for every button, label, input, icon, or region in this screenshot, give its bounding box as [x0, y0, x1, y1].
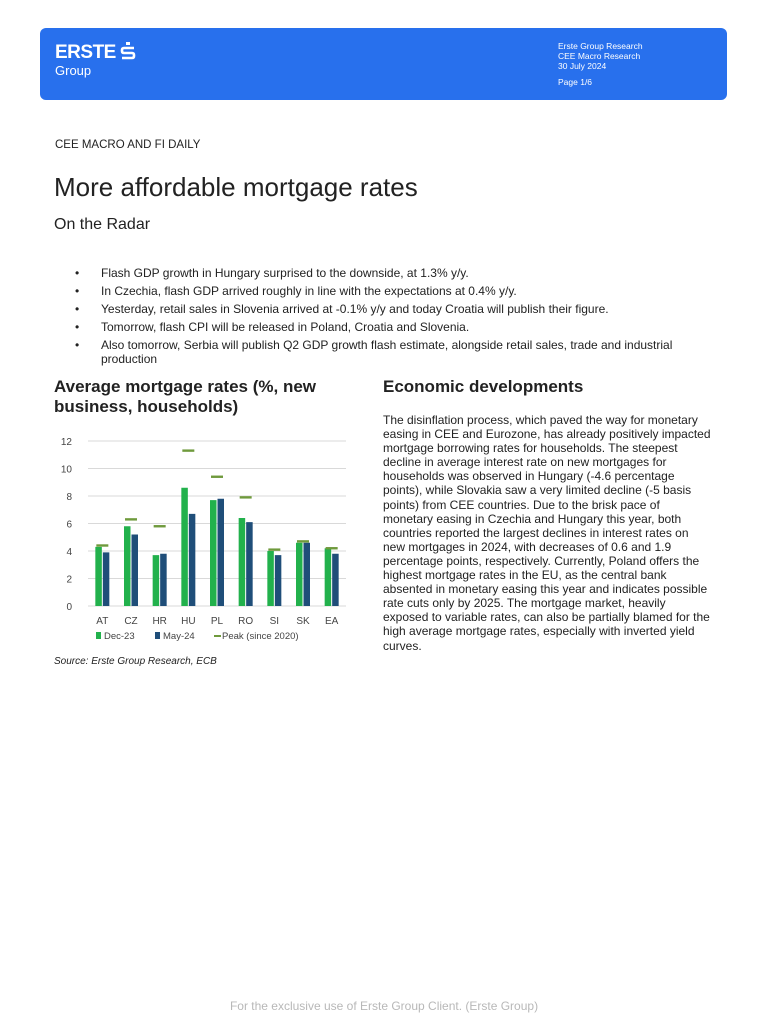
chart-svg: [54, 428, 352, 653]
header-org: Erste Group Research: [558, 41, 643, 51]
y-tick-label: 2: [66, 574, 72, 586]
bar-may-24: [189, 514, 196, 606]
bar-may-24: [218, 499, 225, 606]
chart-title: Average mortgage rates (%, new business, households): [54, 377, 317, 416]
report-kicker: CEE MACRO AND FI DAILY: [55, 139, 201, 151]
chart-source: Source: Erste Group Research, ECB: [54, 656, 217, 667]
bullet-item: • Also tomorrow, Serbia will publish Q2 GDP growth flash estimate, alongside retail sales, trade and industrial production: [75, 338, 675, 366]
x-tick-label: SI: [269, 616, 280, 627]
peak-marker: [268, 548, 280, 550]
bar-dec-23: [124, 526, 131, 606]
x-tick-label: SK: [296, 616, 310, 627]
legend-swatch: [214, 635, 221, 637]
legend-label: May-24: [163, 631, 195, 642]
bar-dec-23: [239, 518, 246, 606]
y-tick-label: 12: [60, 437, 72, 448]
brand-name: ERSTE: [55, 41, 116, 63]
footer-note: For the exclusive use of Erste Group Client. (Erste Group): [229, 999, 539, 1013]
x-tick-label: HU: [181, 616, 196, 627]
bar-may-24: [160, 554, 167, 606]
peak-marker: [182, 449, 194, 451]
section-body: The disinflation process, which paved the way for monetary easing in CEE and Eurozone, has already positively impacted mortgage borrowing rates for households. The steepest decline in average interest rate on new mortgages for households was observed in Hungary (-4.6 percentage points), while Slovakia saw a very limited decline (-5 basis points) from CEE countries. Due to the brisk pace of monetary easing in Czechia and Hungary this year, both countries reported the largest declines in interest rates on new mortgages in 2024, with decreases of 0.6 and 1.9 percentage points, respectively. Currently, Poland offers the highest mortgage rates in the EU, as the central bank absented in monetary easing this year and indicates possible rate cuts only by 2025. The mortgage market, heavily exposed to variable rates, can also be partially blamed for the high average mortgage rates, especially with inverted yield curves.: [383, 413, 711, 653]
header-info: [558, 41, 643, 87]
bar-may-24: [275, 555, 282, 606]
bullet-item: • Yesterday, retail sales in Slovenia arrived at -0.1% y/y and today Croatia will publish their figure.: [75, 302, 675, 316]
bar-dec-23: [210, 500, 217, 606]
x-tick-label: CZ: [124, 616, 138, 627]
section-title: Economic developments: [383, 377, 584, 396]
page-subtitle: On the Radar: [54, 216, 151, 233]
radar-bullet-list: [75, 266, 675, 370]
bullet-item: • Tomorrow, flash CPI will be released in Poland, Croatia and Slovenia.: [75, 320, 675, 334]
x-tick-label: HR: [152, 616, 167, 627]
bar-may-24: [246, 522, 253, 606]
header-dept: CEE Macro Research: [558, 51, 641, 61]
report-header: [40, 28, 727, 100]
peak-marker: [96, 544, 108, 546]
page-number: Page 1/6: [558, 77, 593, 87]
peak-marker: [240, 496, 252, 498]
bar-dec-23: [95, 547, 102, 606]
bullet-item: • In Czechia, flash GDP arrived roughly in line with the expectations at 0.4% y/y.: [75, 284, 675, 298]
bar-may-24: [132, 535, 139, 607]
erste-s-mark-icon: [120, 42, 136, 62]
header-date: 30 July 2024: [558, 61, 607, 71]
x-tick-label: EA: [324, 616, 339, 627]
y-tick-label: 10: [60, 464, 72, 476]
y-tick-label: 6: [66, 519, 72, 531]
y-tick-label: 8: [66, 492, 72, 503]
erste-group-logo: [55, 42, 136, 78]
y-tick-label: 0: [66, 602, 72, 613]
x-tick-label: AT: [96, 616, 109, 627]
bar-dec-23: [181, 488, 188, 606]
peak-marker: [154, 525, 166, 527]
page-title: More affordable mortgage rates: [54, 172, 418, 202]
x-tick-label: RO: [238, 616, 254, 627]
brand-subtitle: Group: [55, 63, 92, 78]
x-tick-label: PL: [210, 616, 224, 627]
legend-label: Dec-23: [104, 631, 135, 642]
peak-marker: [297, 540, 309, 542]
legend-swatch: [96, 632, 101, 639]
bar-dec-23: [325, 548, 332, 606]
y-tick-label: 4: [66, 547, 72, 558]
legend-label: Peak (since 2020): [222, 631, 299, 642]
bar-may-24: [103, 552, 110, 606]
bar-may-24: [304, 543, 311, 606]
bar-dec-23: [153, 555, 160, 606]
bullet-item: • Flash GDP growth in Hungary surprised to the downside, at 1.3% y/y.: [75, 266, 675, 280]
bar-dec-23: [296, 543, 303, 606]
peak-marker: [125, 518, 137, 520]
peak-marker: [211, 476, 223, 478]
bar-may-24: [332, 554, 339, 606]
bar-dec-23: [267, 551, 274, 606]
legend-swatch: [155, 632, 160, 639]
mortgage-rates-chart: [54, 428, 352, 653]
peak-marker: [326, 547, 338, 549]
